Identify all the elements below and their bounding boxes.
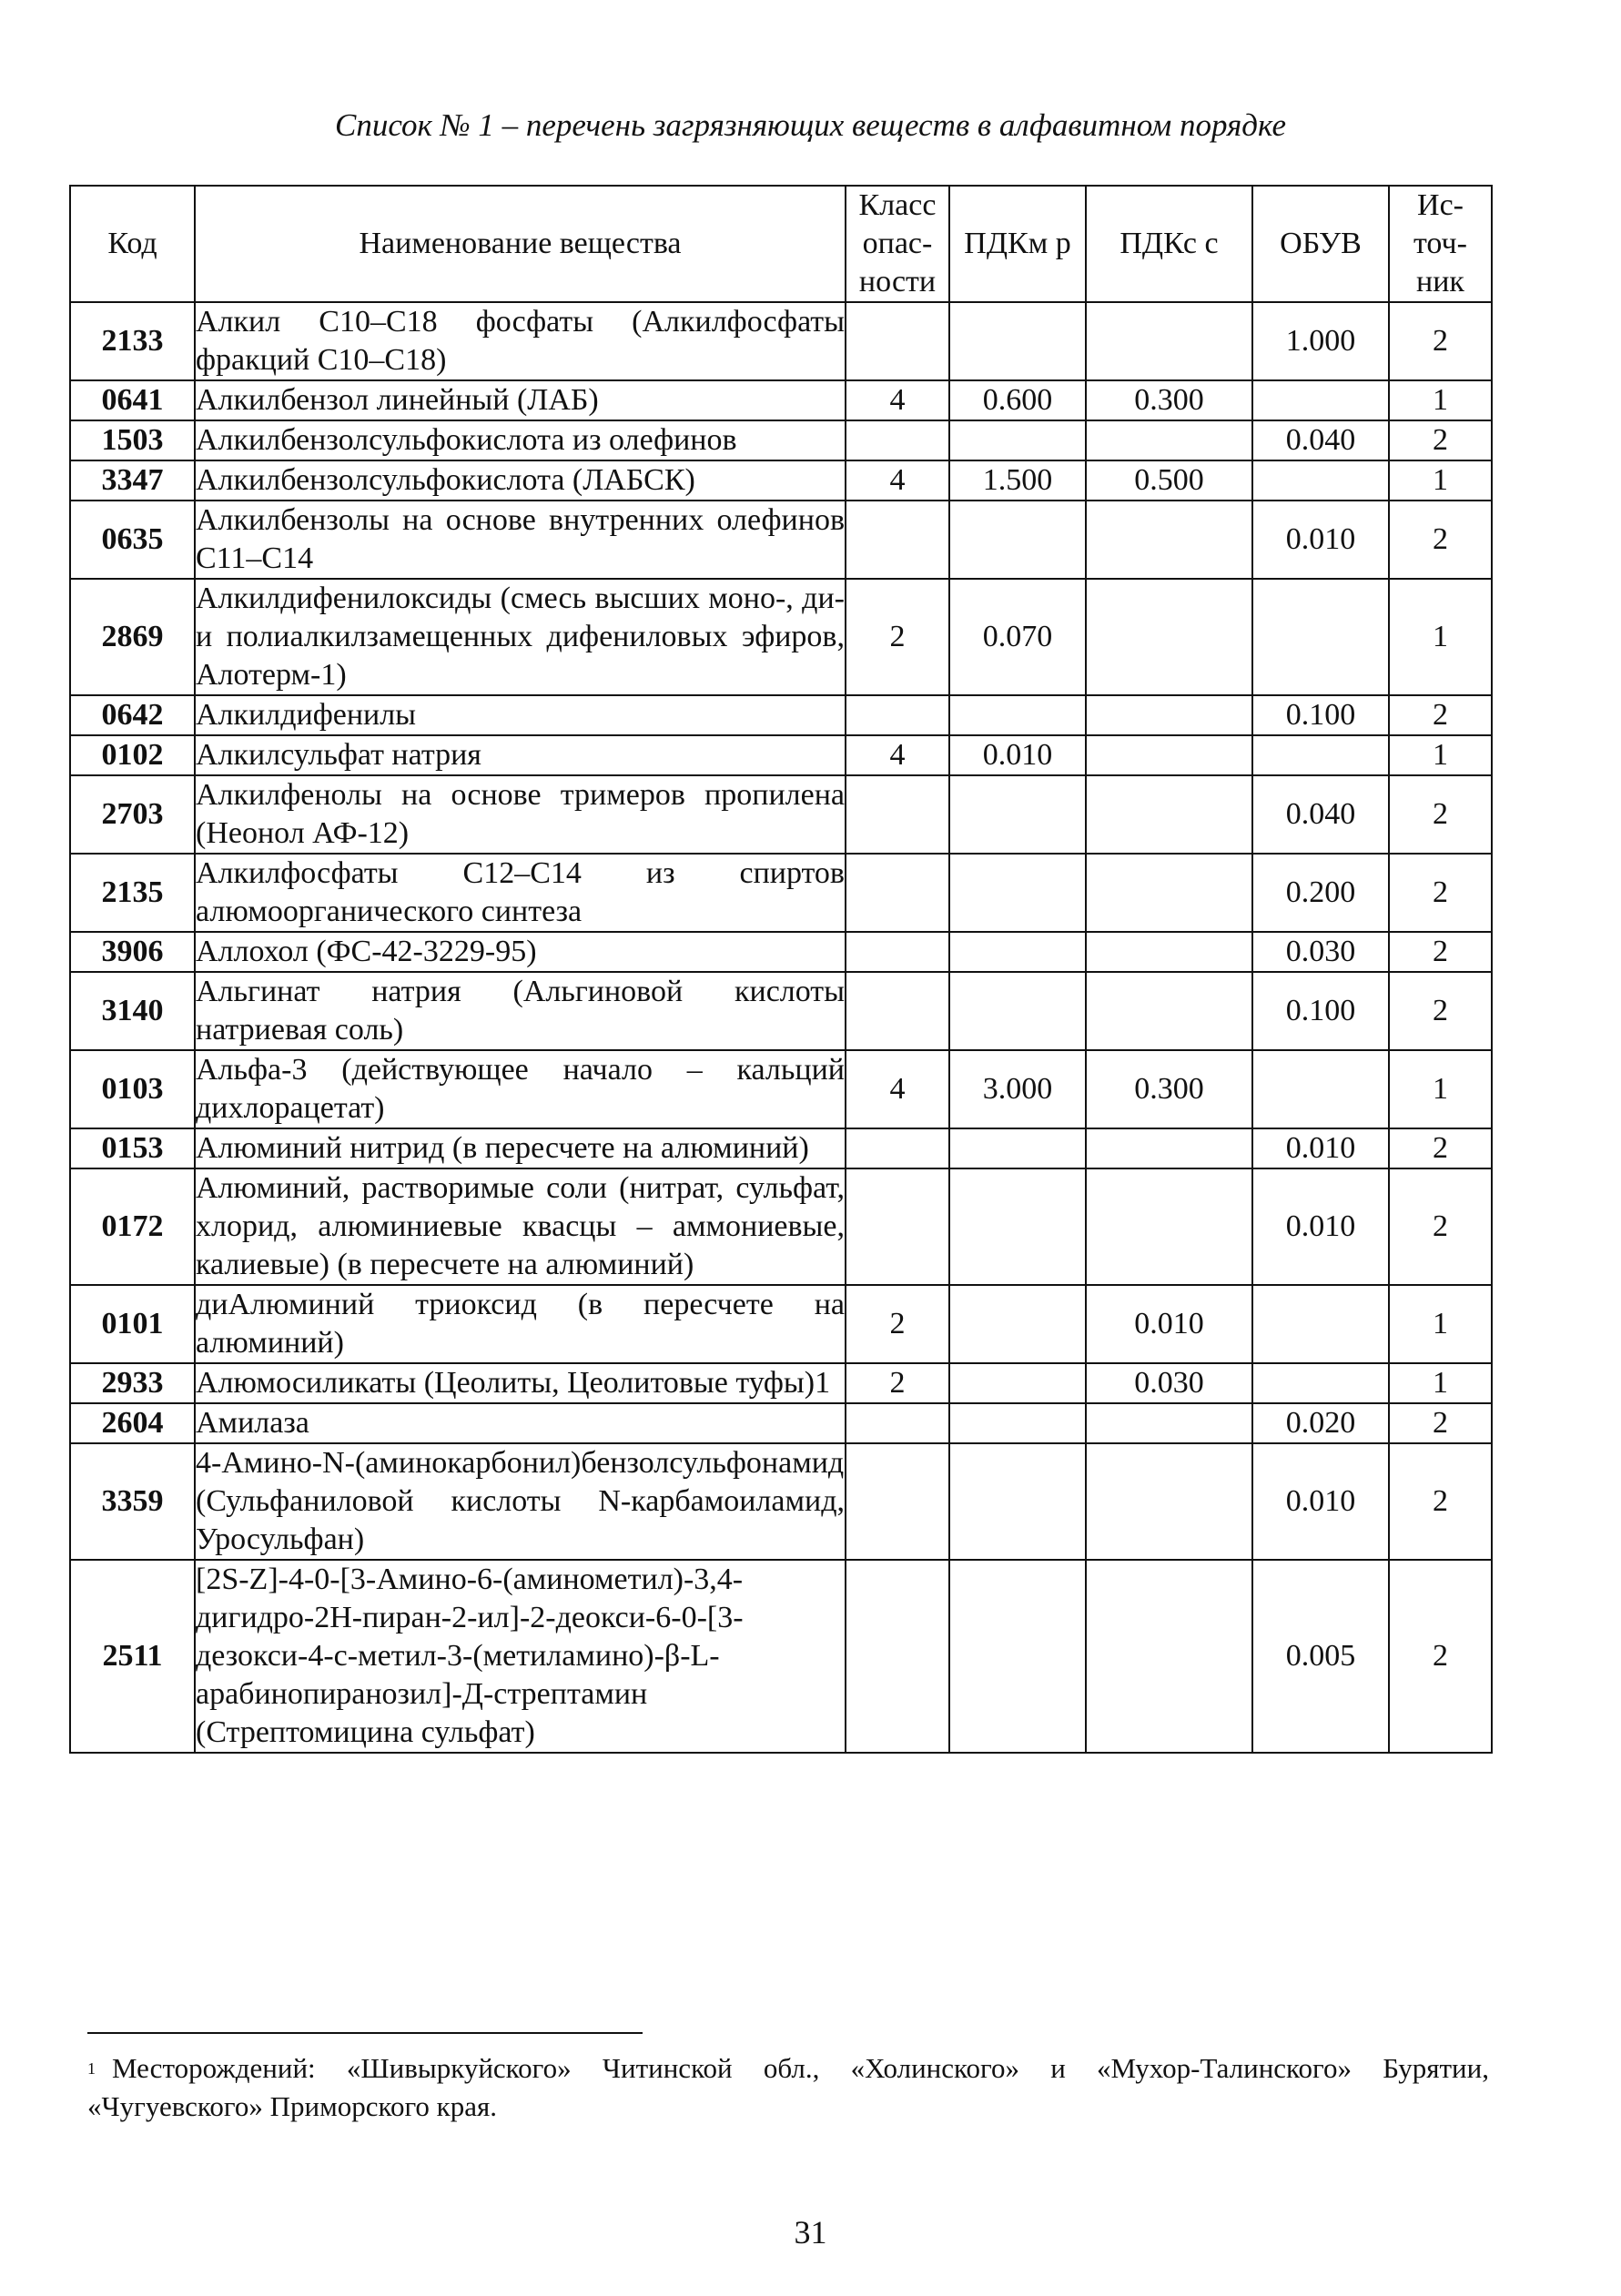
cell-obuv: 0.010 [1252, 1128, 1389, 1168]
cell-code: 0153 [70, 1128, 195, 1168]
header-hazard-class-line: ности [858, 265, 937, 298]
cell-hazard-class: 4 [846, 460, 949, 501]
table-row [70, 501, 1492, 579]
table-row [70, 1050, 1492, 1128]
cell-code: 1503 [70, 420, 195, 460]
cell-pdk-ss [1086, 854, 1252, 932]
footnote-marker: 1 [87, 2059, 96, 2078]
cell-pdk-mr [949, 1403, 1086, 1443]
header-source [1389, 186, 1492, 302]
table-row [70, 380, 1492, 420]
cell-hazard-class [846, 1443, 949, 1560]
table-row [70, 420, 1492, 460]
cell-hazard-class [846, 695, 949, 735]
cell-obuv: 0.010 [1252, 501, 1389, 579]
cell-obuv [1252, 460, 1389, 501]
cell-name: Алкилфенолы на основе тримеров пропилена (Неонол АФ-12) [195, 775, 846, 854]
cell-name: 4-Амино-N-(аминокарбонил)бензолсульфонамид (Сульфаниловой кислоты N-карбамоиламид, Уросульфан) [195, 1443, 846, 1560]
substances-table [69, 185, 1493, 1754]
cell-pdk-mr [949, 695, 1086, 735]
cell-source: 1 [1389, 1050, 1492, 1128]
cell-code: 2703 [70, 775, 195, 854]
cell-pdk-ss: 0.300 [1086, 380, 1252, 420]
cell-name: Алкилдифенилоксиды (смесь высших моно-, ди- и полиалкилзамещенных дифениловых эфиров, Алотерм-1) [195, 579, 846, 695]
cell-source: 1 [1389, 579, 1492, 695]
header-obuv: ОБУВ [1252, 186, 1389, 302]
table-row [70, 1363, 1492, 1403]
cell-pdk-mr [949, 775, 1086, 854]
cell-pdk-mr [949, 1128, 1086, 1168]
cell-obuv: 0.010 [1252, 1443, 1389, 1560]
cell-code: 0102 [70, 735, 195, 775]
cell-pdk-mr: 0.600 [949, 380, 1086, 420]
cell-name: Аллохол (ФС-42-3229-95) [195, 932, 846, 972]
cell-pdk-mr [949, 1443, 1086, 1560]
cell-obuv: 0.020 [1252, 1403, 1389, 1443]
header-name: Наименование вещества [195, 186, 846, 302]
cell-obuv [1252, 579, 1389, 695]
cell-hazard-class: 4 [846, 1050, 949, 1128]
cell-code: 0172 [70, 1168, 195, 1285]
cell-source: 1 [1389, 1285, 1492, 1363]
cell-name: Алюмосиликаты (Цеолиты, Цеолитовые туфы)1 [195, 1363, 846, 1403]
table-row [70, 854, 1492, 932]
cell-pdk-ss [1086, 1560, 1252, 1753]
cell-code: 3906 [70, 932, 195, 972]
table-row [70, 932, 1492, 972]
cell-hazard-class [846, 420, 949, 460]
table-row [70, 1128, 1492, 1168]
cell-code: 3140 [70, 972, 195, 1050]
table-row [70, 302, 1492, 380]
table-row [70, 775, 1492, 854]
header-source-line: Ис- [1417, 188, 1464, 222]
cell-hazard-class [846, 1403, 949, 1443]
cell-code: 2133 [70, 302, 195, 380]
cell-name: Алкилбензолсульфокислота (ЛАБСК) [195, 460, 846, 501]
cell-code: 0641 [70, 380, 195, 420]
cell-hazard-class: 2 [846, 1363, 949, 1403]
cell-source: 1 [1389, 460, 1492, 501]
table-header-row [70, 186, 1492, 302]
cell-hazard-class [846, 1560, 949, 1753]
cell-name: Алкил C10–C18 фосфаты (Алкилфосфаты фракций C10–C18) [195, 302, 846, 380]
page-title: Список № 1 – перечень загрязняющих веществ в алфавитном порядке [334, 107, 1286, 143]
cell-pdk-mr [949, 1363, 1086, 1403]
cell-hazard-class [846, 302, 949, 380]
header-hazard-class [846, 186, 949, 302]
cell-code: 2604 [70, 1403, 195, 1443]
header-source-line: точ- [1413, 227, 1467, 260]
cell-name: Алкилбензол линейный (ЛАБ) [195, 380, 846, 420]
cell-obuv: 0.010 [1252, 1168, 1389, 1285]
cell-hazard-class [846, 932, 949, 972]
cell-source: 2 [1389, 302, 1492, 380]
cell-hazard-class [846, 854, 949, 932]
cell-code: 0635 [70, 501, 195, 579]
cell-obuv: 0.040 [1252, 775, 1389, 854]
cell-code: 2511 [70, 1560, 195, 1753]
cell-hazard-class [846, 501, 949, 579]
table-body [70, 302, 1492, 1753]
cell-name: Алкилбензолсульфокислота из олефинов [195, 420, 846, 460]
cell-pdk-mr: 0.070 [949, 579, 1086, 695]
cell-source: 1 [1389, 735, 1492, 775]
footnote [87, 2049, 1489, 2126]
header-hazard-class-line: опас- [862, 227, 933, 260]
table-row [70, 1168, 1492, 1285]
footnote-divider [87, 2032, 643, 2034]
cell-source: 2 [1389, 501, 1492, 579]
cell-source: 2 [1389, 1560, 1492, 1753]
cell-pdk-ss [1086, 579, 1252, 695]
cell-pdk-ss [1086, 972, 1252, 1050]
table-row [70, 1560, 1492, 1753]
cell-pdk-mr [949, 501, 1086, 579]
cell-name: [2S-Z]-4-0-[3-Амино-6-(аминометил)-3,4-дигидро-2H-пиран-2-ил]-2-деокси-6-0-[3-дезокси-4-с-метил-3-(метиламино)-β-L-арабинопиранозил]-Д-стрептамин (Стрептомицина сульфат) [195, 1560, 846, 1753]
cell-obuv [1252, 380, 1389, 420]
cell-pdk-ss [1086, 501, 1252, 579]
cell-hazard-class [846, 1168, 949, 1285]
cell-pdk-mr [949, 854, 1086, 932]
cell-pdk-ss [1086, 420, 1252, 460]
table-row [70, 579, 1492, 695]
table-row [70, 695, 1492, 735]
cell-obuv: 0.100 [1252, 972, 1389, 1050]
cell-obuv [1252, 735, 1389, 775]
cell-pdk-mr [949, 1168, 1086, 1285]
cell-obuv: 0.100 [1252, 695, 1389, 735]
cell-obuv [1252, 1050, 1389, 1128]
cell-hazard-class [846, 972, 949, 1050]
cell-obuv: 0.030 [1252, 932, 1389, 972]
cell-pdk-ss [1086, 1168, 1252, 1285]
cell-pdk-ss [1086, 735, 1252, 775]
cell-code: 2869 [70, 579, 195, 695]
cell-code: 0642 [70, 695, 195, 735]
cell-hazard-class: 4 [846, 735, 949, 775]
cell-hazard-class [846, 775, 949, 854]
cell-source: 2 [1389, 932, 1492, 972]
cell-name: диАлюминий триоксид (в пересчете на алюминий) [195, 1285, 846, 1363]
cell-pdk-mr [949, 1285, 1086, 1363]
header-hazard-class-line: Класс [858, 188, 937, 222]
cell-name: Алюминий, растворимые соли (нитрат, сульфат, хлорид, алюминиевые квасцы – аммониевые, калиевые) (в пересчете на алюминий) [195, 1168, 846, 1285]
page-number: 31 [794, 2214, 827, 2250]
cell-name: Алкилсульфат натрия [195, 735, 846, 775]
header-source-line: ник [1416, 265, 1464, 298]
cell-pdk-ss [1086, 1443, 1252, 1560]
cell-code: 3359 [70, 1443, 195, 1560]
cell-source: 2 [1389, 1168, 1492, 1285]
cell-name: Алкилфосфаты C12–C14 из спиртов алюмоорганического синтеза [195, 854, 846, 932]
cell-pdk-mr [949, 1560, 1086, 1753]
cell-obuv [1252, 1285, 1389, 1363]
table-row [70, 460, 1492, 501]
cell-hazard-class: 2 [846, 579, 949, 695]
cell-pdk-mr: 3.000 [949, 1050, 1086, 1128]
cell-pdk-ss: 0.010 [1086, 1285, 1252, 1363]
cell-pdk-ss [1086, 775, 1252, 854]
cell-pdk-mr: 0.010 [949, 735, 1086, 775]
cell-pdk-ss [1086, 1403, 1252, 1443]
cell-code: 2135 [70, 854, 195, 932]
table-row [70, 1403, 1492, 1443]
cell-code: 2933 [70, 1363, 195, 1403]
cell-pdk-mr [949, 420, 1086, 460]
cell-source: 2 [1389, 1128, 1492, 1168]
cell-pdk-ss: 0.500 [1086, 460, 1252, 501]
cell-code: 0101 [70, 1285, 195, 1363]
cell-pdk-ss [1086, 932, 1252, 972]
cell-obuv: 1.000 [1252, 302, 1389, 380]
cell-pdk-mr [949, 972, 1086, 1050]
cell-obuv: 0.040 [1252, 420, 1389, 460]
cell-pdk-ss: 0.300 [1086, 1050, 1252, 1128]
cell-hazard-class: 2 [846, 1285, 949, 1363]
cell-source: 1 [1389, 380, 1492, 420]
footnote-text: Месторождений: «Шивыркуйского» Читинской обл., «Холинского» и «Мухор-Талинского» Бурятии, «Чугуевского» Приморского края. [87, 2052, 1489, 2122]
cell-obuv: 0.200 [1252, 854, 1389, 932]
cell-pdk-ss: 0.030 [1086, 1363, 1252, 1403]
cell-pdk-ss [1086, 1128, 1252, 1168]
table-row [70, 1443, 1492, 1560]
cell-name: Алкилбензолы на основе внутренних олефинов C11–C14 [195, 501, 846, 579]
cell-pdk-ss [1086, 302, 1252, 380]
cell-pdk-mr: 1.500 [949, 460, 1086, 501]
table-row [70, 1285, 1492, 1363]
cell-obuv [1252, 1363, 1389, 1403]
cell-name: Алюминий нитрид (в пересчете на алюминий) [195, 1128, 846, 1168]
header-code: Код [70, 186, 195, 302]
cell-hazard-class [846, 1128, 949, 1168]
cell-obuv: 0.005 [1252, 1560, 1389, 1753]
cell-name: Амилаза [195, 1403, 846, 1443]
cell-pdk-ss [1086, 695, 1252, 735]
header-pdk-ss: ПДКс с [1086, 186, 1252, 302]
cell-name: Алкилдифенилы [195, 695, 846, 735]
cell-code: 3347 [70, 460, 195, 501]
cell-source: 2 [1389, 420, 1492, 460]
cell-hazard-class: 4 [846, 380, 949, 420]
table-row [70, 735, 1492, 775]
cell-source: 1 [1389, 1363, 1492, 1403]
cell-name: Альфа-3 (действующее начало – кальций дихлорацетат) [195, 1050, 846, 1128]
cell-source: 2 [1389, 775, 1492, 854]
cell-source: 2 [1389, 1443, 1492, 1560]
cell-source: 2 [1389, 695, 1492, 735]
cell-source: 2 [1389, 854, 1492, 932]
table-row [70, 972, 1492, 1050]
cell-name: Альгинат натрия (Альгиновой кислоты натриевая соль) [195, 972, 846, 1050]
cell-source: 2 [1389, 1403, 1492, 1443]
header-pdk-mr: ПДКм р [949, 186, 1086, 302]
cell-pdk-mr [949, 932, 1086, 972]
cell-source: 2 [1389, 972, 1492, 1050]
cell-code: 0103 [70, 1050, 195, 1128]
cell-pdk-mr [949, 302, 1086, 380]
